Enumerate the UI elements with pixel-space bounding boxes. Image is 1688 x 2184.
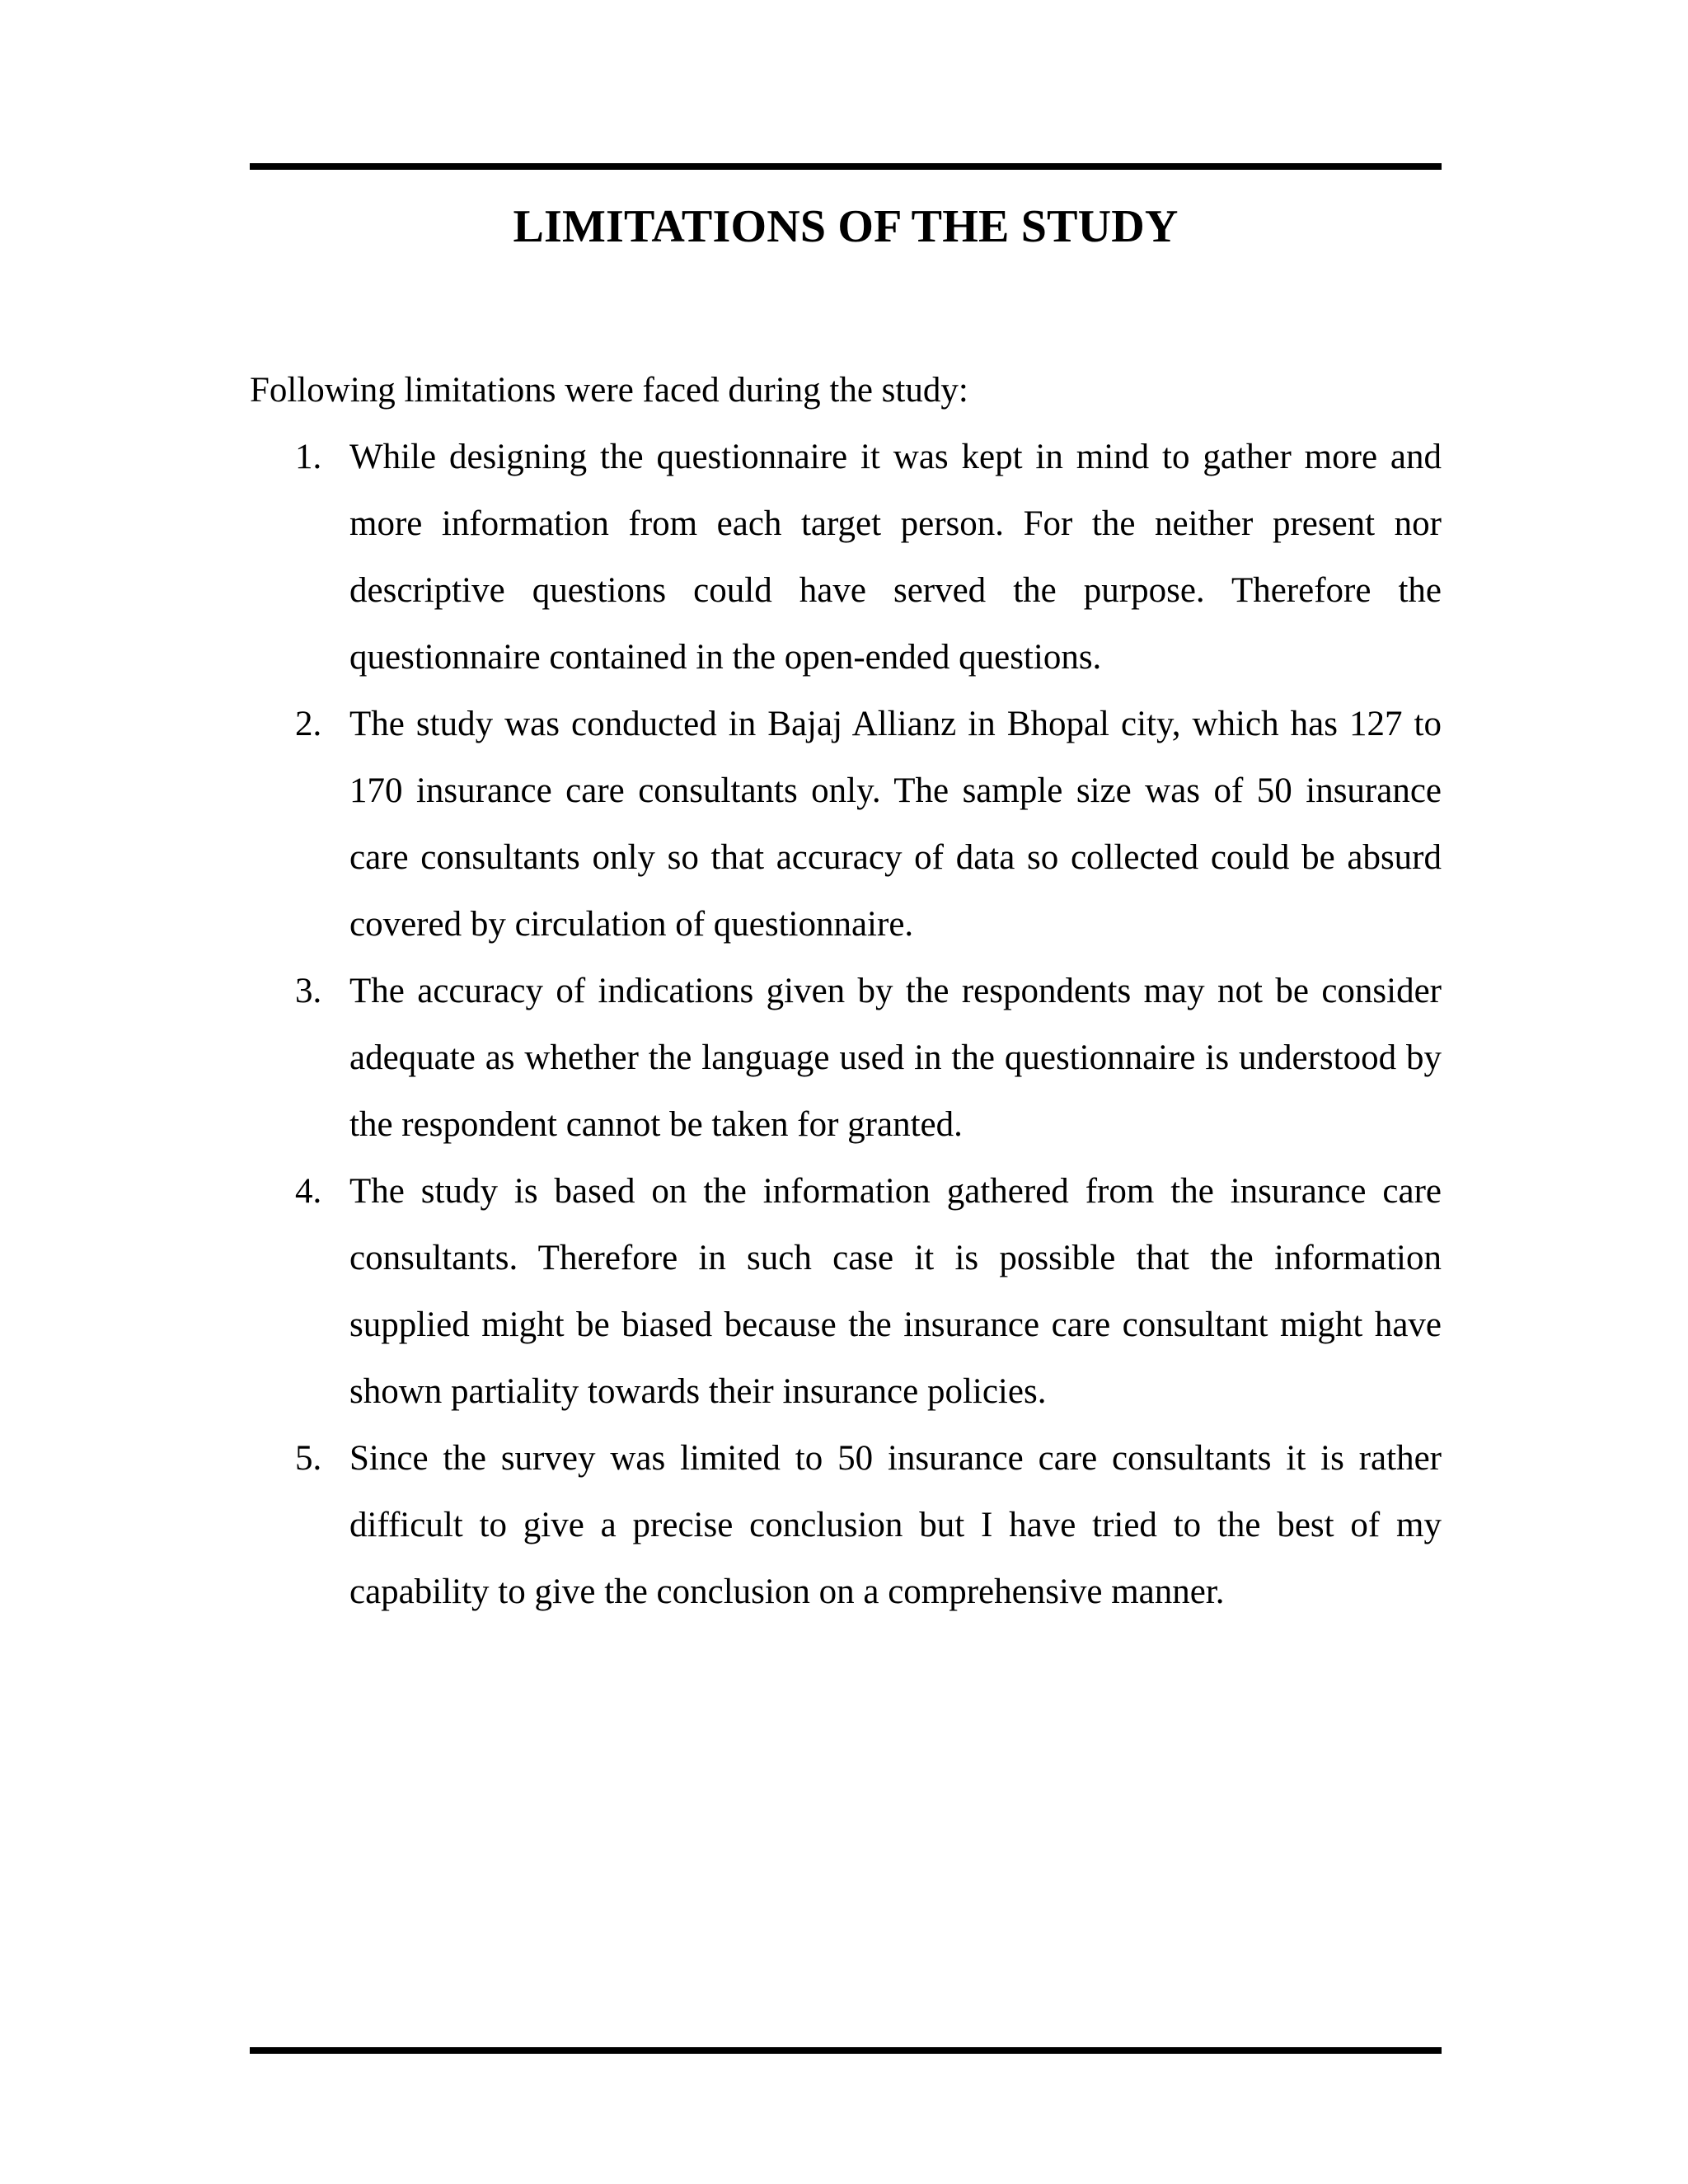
intro-text: Following limitations were faced during the study:: [250, 371, 968, 410]
limitation-item: [250, 1158, 1442, 1425]
limitation-text: The accuracy of indications given by the respondents may not be consider adequate as whether the language used in the questionnaire is understood by the respondent cannot be taken for granted.: [349, 972, 1442, 1144]
bottom-rule: [250, 2047, 1442, 2054]
limitations-list: [250, 424, 1442, 1625]
limitation-number: 5.: [295, 1439, 322, 1478]
limitation-item: [250, 958, 1442, 1158]
limitation-item: [250, 1425, 1442, 1625]
limitation-number: 3.: [295, 972, 322, 1010]
limitation-text: The study is based on the information gathered from the insurance care consultants. Therefore in such case it is possible that the information supplied might be biased because the insurance care consultant might have shown partiality towards their insurance policies.: [349, 1172, 1442, 1411]
document-body: [250, 357, 1442, 1625]
limitation-number: 2.: [295, 705, 322, 743]
limitation-text: The study was conducted in Bajaj Allianz in Bhopal city, which has 127 to 170 insurance care consultants only. The sample size was of 50 insurance care consultants only so that accuracy of data so collected could be absurd covered by circulation of questionnaire.: [349, 705, 1442, 944]
limitation-item: [250, 691, 1442, 958]
top-rule: [250, 163, 1442, 170]
page-title: LIMITATIONS OF THE STUDY: [513, 201, 1179, 252]
limitation-text: Since the survey was limited to 50 insurance care consultants it is rather difficult to give a precise conclusion but I have tried to the best of my capability to give the conclusion on a comprehensive manner.: [349, 1439, 1442, 1611]
limitation-number: 1.: [295, 438, 322, 476]
limitation-text: While designing the questionnaire it was kept in mind to gather more and more information from each target person. For the neither present nor descriptive questions could have served the purpose. Therefore the questionnaire contained in the open-ended questions.: [349, 438, 1442, 677]
limitation-item: [250, 424, 1442, 691]
limitation-number: 4.: [295, 1172, 322, 1211]
